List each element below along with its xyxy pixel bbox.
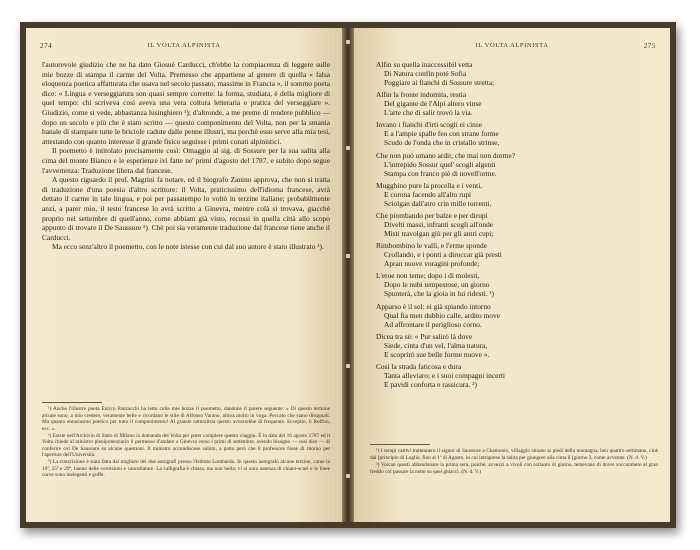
- verse-line: Rimbombino le valli, e l'erme sponde: [376, 241, 487, 251]
- footnote: ¹) Anche l'illustre poeta Enrico Panzacchi ha letto colle mie bozze il poemetto, dandone il parere seguente: « Di questo termine alcune sono, a mio credere, veramente belle e ricordano le stile di Alfonso Varano, allora molto in voga. Peccato che siano disuguali. Ma quanto entusiasmo poetico per tutto il componimento! Al grande naturalista questo avverrebbe di frequente. Eccepito, il Ruffini, ecc. ».: [42, 406, 330, 432]
- paragraph: Il poemetto è intitolato precisamente così: Omaggio al sig. di Sossure per la sua salita alla cima del monte Bianco e le esperienze ivi fatte ne' primi d'agosto del 1787, e subito dopo segue l'avvertenza: Traduzione libera dal francese.: [42, 146, 330, 175]
- verse-line: Spunterà, che la gioia in lui ridesti. ¹): [384, 289, 494, 299]
- footnote-rule: [42, 402, 102, 403]
- stanza: [376, 151, 656, 178]
- open-book: [20, 22, 676, 528]
- poem: [376, 60, 656, 392]
- verse-line: Siede, cinta d'un vel, l'alma natura,: [384, 340, 488, 350]
- right-page-header: [368, 42, 656, 52]
- stanza: [376, 271, 656, 298]
- stanza: [376, 211, 656, 238]
- footnote: ²) Volcan questi abbandonare la prima sera, poichè, avvezzi a vivoli con soltanto di giorno, temevano di dover soccombere al gran freddo col passare la notte su quei ghiacci. (N. d. V.): [370, 462, 658, 475]
- stanza: [376, 241, 656, 268]
- binding-stitch: [346, 474, 350, 478]
- stanza: [376, 362, 656, 389]
- verse-line: Di Natura confin poté Sofia: [384, 69, 467, 78]
- verse-line: Poggiare ai fianchi di Sossure stretta;: [384, 78, 495, 87]
- verse-line: Crollando, e i ponti a diroccar già presti: [384, 250, 502, 260]
- binding-stitch: [346, 40, 350, 44]
- footnotes: [370, 448, 658, 476]
- verse-line: Mugghino pure la procella e i venti,: [376, 180, 483, 190]
- verse-line: Stampa con franco piè di novell'orme.: [384, 168, 497, 178]
- verse-line: Qual fia men dubbio calle, ardito move: [384, 310, 500, 320]
- verse-line: Apran nuove voragini profonde;: [384, 259, 480, 269]
- verse-line: Dicea tra sè: « Pur salirò là dove: [376, 331, 473, 341]
- verse-line: Del gigante de l'Alpi altero vinse: [384, 99, 482, 109]
- verse-line: E scoprirò sue belle forme nuove ».: [384, 349, 490, 359]
- page-number: 274: [40, 42, 53, 50]
- binding-stitch: [346, 254, 350, 258]
- verse-line: Scudo de l'onda che in cristallo strinse,: [384, 138, 500, 148]
- verse-line: E a l'ampie spalle feo con strane forme: [384, 129, 499, 139]
- verse-line: Che piombando per balze e per dirupi: [376, 210, 488, 220]
- binding-stitch: [346, 146, 350, 150]
- paragraph: l'autorevole giudizio che ne ha dato Giosuè Carducci, ch'ebbe la compiacenza di leggere sulle mie bozze di stampa il carme del Volta. Premesso che appartiene al genere di quella « falsa eloquenza poetica affatturata che usava nel secolo passato, massime in Francia », il sommo poeta dice: « Lingua e verseggiatura son quasi sempre corrette: la forma, studiata, è della migliore di quel tempo: chi scriveva così aveva una vera coltura letteraria e pratica del verseggiare ». Giudizio, come si vede, abbastanza lusinghiero ¹); d'altronde, a me preme di rendere pubblico — dopo un secolo e più che è stato scritto — questo componimento del Volta, non per la smania banale di stampare tutte le briciole cadute dalle penne illustri, ma perchè esso serve alla mia tesi, attestando con quanto interesse il grande fisico seguisse i primi conati alpinistici.: [42, 60, 330, 146]
- verse-line: E corona facendo all'alto rupi: [384, 189, 472, 199]
- verse-line: Ad affrontare il periglioso corno.: [384, 319, 482, 329]
- stanza: [376, 181, 656, 208]
- stanza: [376, 90, 656, 117]
- stanza: [376, 302, 656, 329]
- verse-line: Che non può umano ardir, che mai non dorme?: [376, 150, 516, 160]
- running-head: IL VOLTA ALPINISTA: [147, 42, 221, 49]
- paragraph: Ma ecco senz'altro il poemetto, con le note istesse con cui dal suo autore è stato illustrato ³).: [52, 242, 324, 252]
- stanza: [376, 332, 656, 359]
- verse-line: L'arte che di salir trovò la via.: [384, 108, 473, 118]
- verse-line: Così la strada faticosa e dura: [376, 361, 462, 371]
- binding-stitch: [346, 364, 350, 368]
- paragraph: A questo riguardo il prof. Magrini fa notare, ed il biografo Zanino approva, che non si tratta di traduzione d'una poesia d'altro scrittore: il Volta, praticissimo dell'idioma francese, avrà dettato il carme in tale lingua, e poi per passatempo lo voltò in terzine italiane; probabilmente anzi, a parer mio, il testo francese lo avrà scritto a Ginevra, mentre colà si trovava, giacchè proprio nel settembre di quell'anno, come abbiam già visto, recossi in quella città allo scopo appunto di trovare il De Saussure ²). Chè poi sia veramente traduzione dal francese tiene anche il Carducci.: [42, 175, 330, 242]
- left-page: [26, 28, 342, 522]
- running-head: IL VOLTA ALPINISTA: [475, 42, 549, 49]
- verse-line: L'intrepido Sossur quel' scogli algenti: [384, 159, 496, 169]
- stanza: [376, 120, 656, 147]
- verse-line: Divelti massi, infranti scogli all'onde: [384, 219, 494, 229]
- page-number: 275: [643, 42, 656, 50]
- verse-line: Alfin su quella inaccessibil vetta: [376, 60, 473, 69]
- footnote-rule: [370, 444, 430, 445]
- footnote: ³) La trascrizione è stata fatta dal migliore dei due autografi presso l'Istituto Lombardo. In questo autografo alcune terzine, come la 19ª, 25ª e 29ª, hanno delle correzioni e cancellature. La calligrafia è chiara, ma non bella; vi si nota assenza di chiaro-scuri e le linee curve sono inelegenti e goffe.: [42, 459, 330, 479]
- verse-line: Tanta alleviaro; e i suoi compagni incerti: [384, 370, 505, 380]
- verse-line: Misti travolgan giù per gli antri cupi;: [384, 228, 494, 238]
- body-text: [42, 60, 330, 252]
- book-spine-gutter: [342, 28, 354, 522]
- footnote: ²) Esiste nell'Archivio di Stato di Milano la domanda del Volta per poter compiere questo viaggio. È in data del 16 agosto 1787 ed il Volta chiede al ministro plenipotenziario il permesso d'andare a Ginevra verso i primi di settembre, avendo bisogno — così dice — di conferire col De Saussure su alcune questioni. Il ministro accondiscese subito, a patto però che il professore fosse di ritorno per l'apertura dell'Università.: [42, 432, 330, 459]
- left-page-header: [40, 42, 328, 52]
- verse-line: Apparso è il sol: ei già spiando intorno: [376, 301, 491, 311]
- footnotes: [42, 406, 330, 480]
- verse-line: Sciolgan dall'atro crin mille torrenti,: [384, 198, 492, 208]
- stanza: [376, 60, 656, 87]
- verse-line: Invano i fianchi d'irti scogli ei cinse: [376, 120, 483, 130]
- right-page: [354, 28, 670, 522]
- verse-line: E pavidi conforta e rassicura. ²): [384, 379, 477, 389]
- verse-line: Dopo le nubi tempestose, un giorno: [384, 280, 490, 290]
- verse-line: L'eroe non teme; dopo i dì molesti,: [376, 271, 480, 281]
- footnote: ¹) I tempi cattivi trattennero il signor di Saussure a Chamonix, villaggio situato ai piedi della montagna, ben quattro settimane, cioè dal [principio di Luglio, fino al 1º di Agosto, in cui intraprese la salita per giungere alla cima il [giorno 3, come avvenne. (N. d. V.): [370, 448, 658, 461]
- verse-line: Alfin la fronte indomita, restia: [376, 90, 467, 100]
